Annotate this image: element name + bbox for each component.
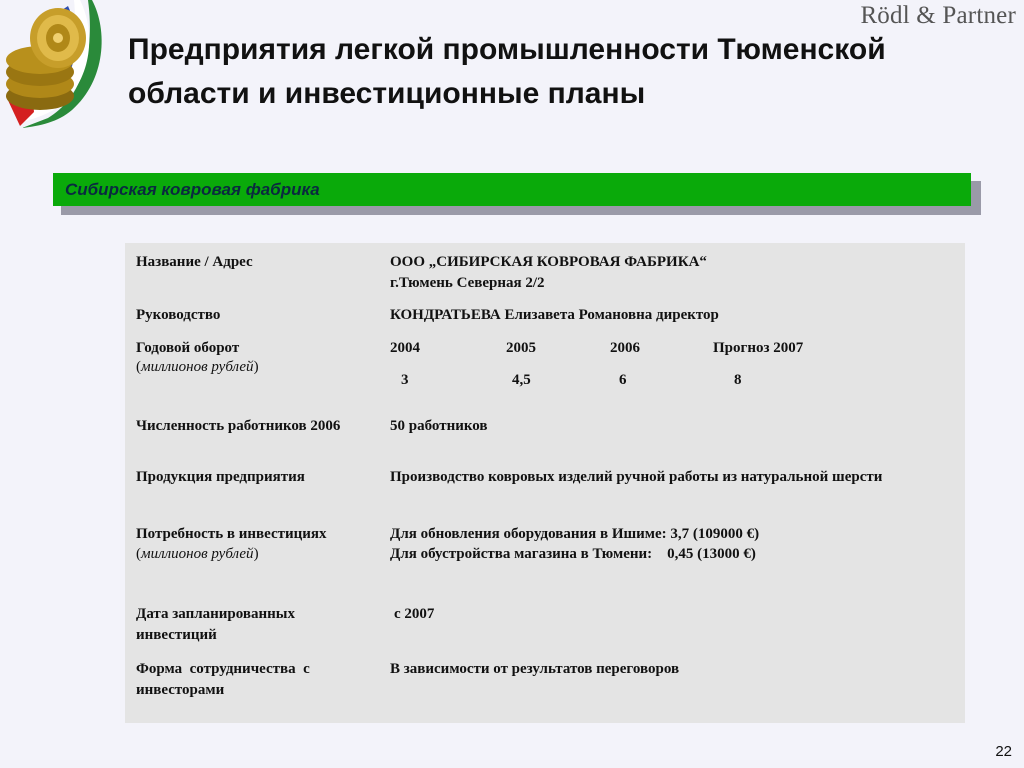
turnover-year-2004: 2004: [390, 340, 420, 356]
turnover-value-2004: 3: [401, 372, 409, 388]
turnover-year-forecast-2007: Прогноз 2007: [713, 340, 804, 356]
investment-need-ishim: Для обновления оборудования в Ишиме: 3,7 (109000 €): [390, 526, 760, 542]
cooperation-label: Форма сотрудничества с инвесторами: [136, 661, 314, 698]
turnover-unit-text: миллионов рублей: [141, 359, 254, 375]
company-name-value: ООО „СИБИРСКАЯ КОВРОВАЯ ФАБРИКА“: [390, 254, 707, 270]
investment-need-unit: (миллионов рублей): [136, 546, 259, 562]
products-label: Продукция предприятия: [136, 469, 305, 485]
turnover-label: Годовой оборот: [136, 340, 240, 356]
planned-date-label: Дата запланированных инвестиций: [136, 606, 295, 643]
cooperation-value: В зависимости от результатов переговоров: [390, 661, 680, 677]
planned-date-value: с 2007: [394, 606, 435, 622]
investment-need-unit-text: миллионов рублей: [141, 546, 254, 562]
brand-logo-text: Rödl & Partner: [860, 2, 1016, 29]
management-label: Руководство: [136, 307, 221, 323]
turnover-value-2006: 6: [619, 372, 627, 388]
coins-emblem-logo: [0, 0, 112, 128]
investment-need-label: Потребность в инвестициях: [136, 526, 327, 542]
page-number: 22: [995, 743, 1012, 760]
turnover-year-2005: 2005: [506, 340, 536, 356]
company-banner: [53, 173, 971, 206]
turnover-year-2006: 2006: [610, 340, 640, 356]
name-address-label: Название / Адрес: [136, 254, 253, 270]
employees-value: 50 работников: [390, 418, 488, 434]
investment-need-tyumen: Для обустройства магазина в Тюмени: 0,45 (13000 €): [390, 546, 756, 562]
page-title: Предприятия легкой промышленности Тюменской области и инвестиционные планы: [128, 33, 886, 110]
company-info-table: [125, 243, 965, 723]
company-banner-label: Сибирская ковровая фабрика: [65, 179, 320, 199]
turnover-value-2007: 8: [734, 372, 742, 388]
management-value: КОНДРАТЬЕВА Елизавета Романовна директор: [390, 307, 719, 323]
turnover-unit: (миллионов рублей): [136, 359, 259, 375]
employees-label: Численность работников 2006: [136, 418, 341, 434]
turnover-value-2005: 4,5: [512, 372, 531, 388]
products-value: Производство ковровых изделий ручной работы из натуральной шерсти: [390, 469, 883, 485]
company-address-value: г.Тюмень Северная 2/2: [390, 275, 545, 291]
